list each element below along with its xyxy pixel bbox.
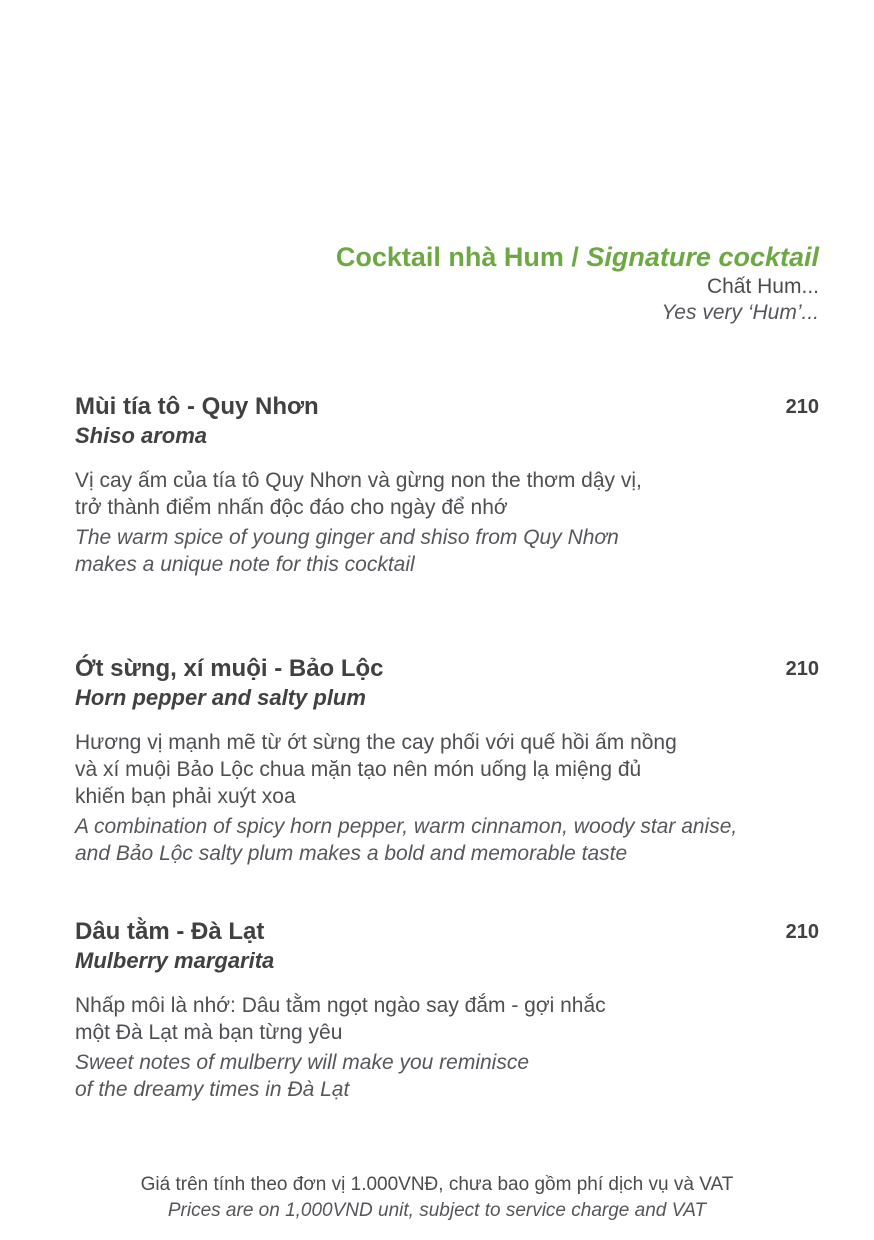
desc-line: makes a unique note for this cocktail — [75, 553, 415, 576]
desc-line: Hương vị mạnh mẽ từ ớt sừng the cay phối với quế hồi ấm nồng — [75, 731, 677, 754]
desc-line: Vị cay ấm của tía tô Quy Nhơn và gừng non the thơm dậy vị, — [75, 469, 642, 492]
item-description-vn — [75, 467, 819, 521]
item-description-en — [75, 813, 819, 867]
item-name: Mùi tía tô - Quy Nhơn — [75, 393, 319, 420]
desc-line: of the dreamy times in Đà Lạt — [75, 1078, 350, 1101]
desc-line: một Đà Lạt mà bạn từng yêu — [75, 1021, 343, 1044]
item-description-en — [75, 524, 819, 578]
tagline-vn: Chất Hum... — [706, 275, 819, 298]
desc-line: and Bảo Lộc salty plum makes a bold and memorable taste — [75, 842, 628, 865]
item-description-vn — [75, 992, 819, 1046]
item-price: 210 — [785, 396, 819, 418]
section-title-en: Signature cocktail — [586, 242, 819, 272]
item-description-en — [75, 1049, 819, 1103]
item-subtitle: Horn pepper and salty plum — [75, 685, 366, 710]
desc-line: khiến bạn phải xuýt xoa — [75, 785, 296, 808]
item-header — [75, 654, 819, 684]
item-name: Dâu tằm - Đà Lạt — [75, 918, 265, 945]
item-subtitle: Mulberry margarita — [75, 948, 275, 973]
footer-note-en: Prices are on 1,000VND unit, subject to service charge and VAT — [167, 1200, 707, 1221]
tagline-en: Yes very ‘Hum’... — [661, 301, 819, 324]
item-price: 210 — [785, 921, 819, 943]
desc-line: trở thành điểm nhấn độc đáo cho ngày để nhớ — [75, 496, 508, 519]
item-name: Ớt sừng, xí muội - Bảo Lộc — [75, 655, 384, 682]
desc-line: The warm spice of young ginger and shiso from Quy Nhơn — [75, 526, 619, 549]
desc-line: Sweet notes of mulberry will make you reminisce — [75, 1051, 530, 1074]
menu-item-horn-pepper-salty-plum — [75, 654, 819, 867]
footer-note-vn: Giá trên tính theo đơn vị 1.000VNĐ, chưa bao gồm phí dịch vụ và VAT — [140, 1174, 734, 1195]
page-title — [75, 240, 819, 274]
desc-line: A combination of spicy horn pepper, warm cinnamon, woody star anise, — [75, 815, 738, 838]
price-disclaimer — [0, 1172, 874, 1224]
menu-item-shiso-aroma — [75, 392, 819, 578]
desc-line: và xí muội Bảo Lộc chua mặn tạo nên món uống lạ miệng đủ — [75, 758, 642, 781]
item-subtitle: Shiso aroma — [75, 423, 208, 448]
item-header — [75, 392, 819, 422]
section-title-vn: Cocktail nhà Hum / — [335, 242, 587, 272]
menu-section-header — [75, 240, 819, 326]
item-description-vn — [75, 729, 819, 810]
desc-line: Nhấp môi là nhớ: Dâu tằm ngọt ngào say đắm - gợi nhắc — [75, 994, 606, 1017]
menu-item-mulberry-margarita — [75, 917, 819, 1103]
item-header — [75, 917, 819, 947]
item-price: 210 — [785, 658, 819, 680]
